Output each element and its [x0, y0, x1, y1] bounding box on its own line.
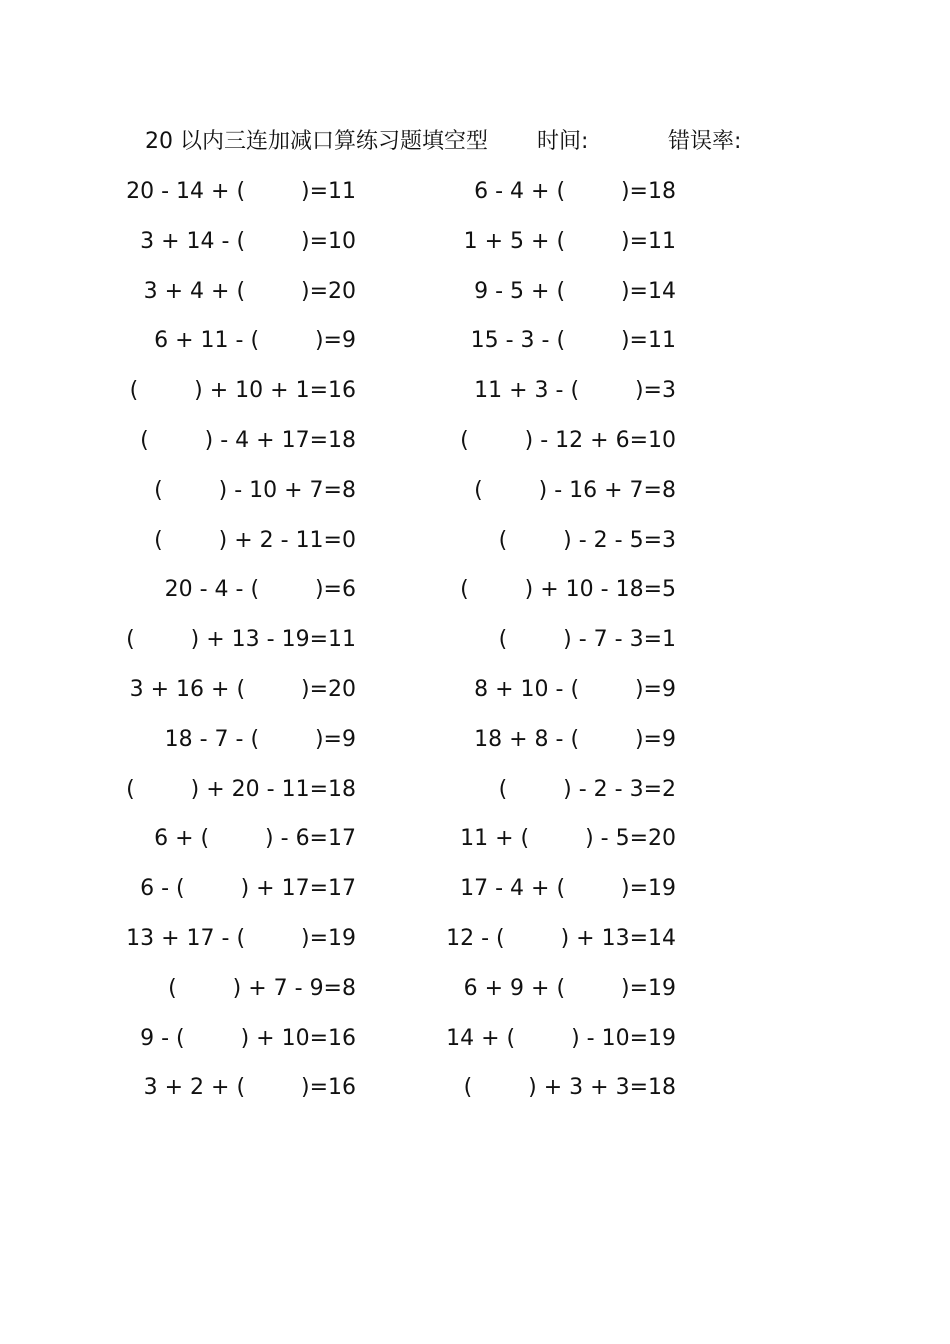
- problem-left: ( ) - 10 + 7=8: [154, 477, 356, 503]
- problem-row: [0, 572, 950, 622]
- problem-row: [0, 473, 950, 523]
- problem-right: 11 + 3 - ( )=3: [474, 378, 676, 404]
- problem-left: 3 + 16 + ( )=20: [129, 676, 356, 702]
- problem-right: 11 + ( ) - 5=20: [460, 826, 676, 852]
- problem-row: [0, 323, 950, 373]
- problem-row: [0, 274, 950, 324]
- problem-left: ( ) + 7 - 9=8: [168, 975, 356, 1001]
- problem-row: [0, 224, 950, 274]
- worksheet-title: 20 以内三连加减口算练习题填空型: [145, 129, 488, 154]
- problem-row: [0, 423, 950, 473]
- problem-left: 13 + 17 - ( )=19: [126, 925, 356, 951]
- problem-right: ( ) - 16 + 7=8: [474, 477, 676, 503]
- problem-left: ( ) + 20 - 11=18: [126, 776, 356, 802]
- problem-left: 3 + 14 - ( )=10: [140, 228, 356, 254]
- problem-row: [0, 1070, 950, 1120]
- problem-right: 8 + 10 - ( )=9: [474, 676, 676, 702]
- problem-right: 9 - 5 + ( )=14: [474, 278, 676, 304]
- problem-row: [0, 821, 950, 871]
- problem-left: 20 - 14 + ( )=11: [126, 179, 356, 204]
- problem-row: [0, 971, 950, 1021]
- problem-left: ( ) + 10 + 1=16: [129, 378, 356, 404]
- problem-left: 6 - ( ) + 17=17: [140, 876, 356, 902]
- problem-row: [0, 722, 950, 772]
- problem-row: [0, 871, 950, 921]
- problem-left: 3 + 2 + ( )=16: [143, 1075, 356, 1101]
- problem-left: ( ) + 13 - 19=11: [126, 627, 356, 653]
- problem-left: 3 + 4 + ( )=20: [143, 278, 356, 304]
- problem-left: 20 - 4 - ( )=6: [164, 577, 356, 603]
- problem-left: 9 - ( ) + 10=16: [140, 1025, 356, 1051]
- problem-list: [0, 174, 950, 1120]
- problem-right: 1 + 5 + ( )=11: [463, 228, 676, 254]
- problem-right: ( ) - 2 - 3=2: [498, 776, 676, 802]
- problem-right: 12 - ( ) + 13=14: [446, 925, 676, 951]
- problem-row: [0, 373, 950, 423]
- problem-row: [0, 523, 950, 573]
- problem-row: [0, 772, 950, 822]
- problem-row: [0, 1021, 950, 1071]
- time-label: 时间:: [537, 129, 589, 154]
- problem-right: 17 - 4 + ( )=19: [460, 876, 676, 902]
- problem-row: [0, 622, 950, 672]
- error-rate-label: 错误率:: [668, 129, 742, 154]
- problem-row: [0, 174, 950, 224]
- worksheet-header: [145, 125, 765, 159]
- problem-left: ( ) - 4 + 17=18: [140, 427, 356, 453]
- problem-left: 18 - 7 - ( )=9: [164, 726, 356, 752]
- problem-right: 6 + 9 + ( )=19: [463, 975, 676, 1001]
- problem-left: ( ) + 2 - 11=0: [154, 527, 356, 553]
- problem-right: 6 - 4 + ( )=18: [474, 179, 676, 204]
- problem-left: 6 + ( ) - 6=17: [154, 826, 356, 852]
- problem-row: [0, 672, 950, 722]
- problem-right: ( ) - 7 - 3=1: [498, 627, 676, 653]
- problem-right: ( ) - 12 + 6=10: [460, 427, 676, 453]
- problem-right: ( ) - 2 - 5=3: [498, 527, 676, 553]
- problem-right: 14 + ( ) - 10=19: [446, 1025, 676, 1051]
- problem-right: ( ) + 3 + 3=18: [463, 1075, 676, 1101]
- problem-right: 18 + 8 - ( )=9: [474, 726, 676, 752]
- problem-left: 6 + 11 - ( )=9: [154, 328, 356, 354]
- problem-row: [0, 921, 950, 971]
- problem-right: 15 - 3 - ( )=11: [470, 328, 676, 354]
- problem-right: ( ) + 10 - 18=5: [460, 577, 676, 603]
